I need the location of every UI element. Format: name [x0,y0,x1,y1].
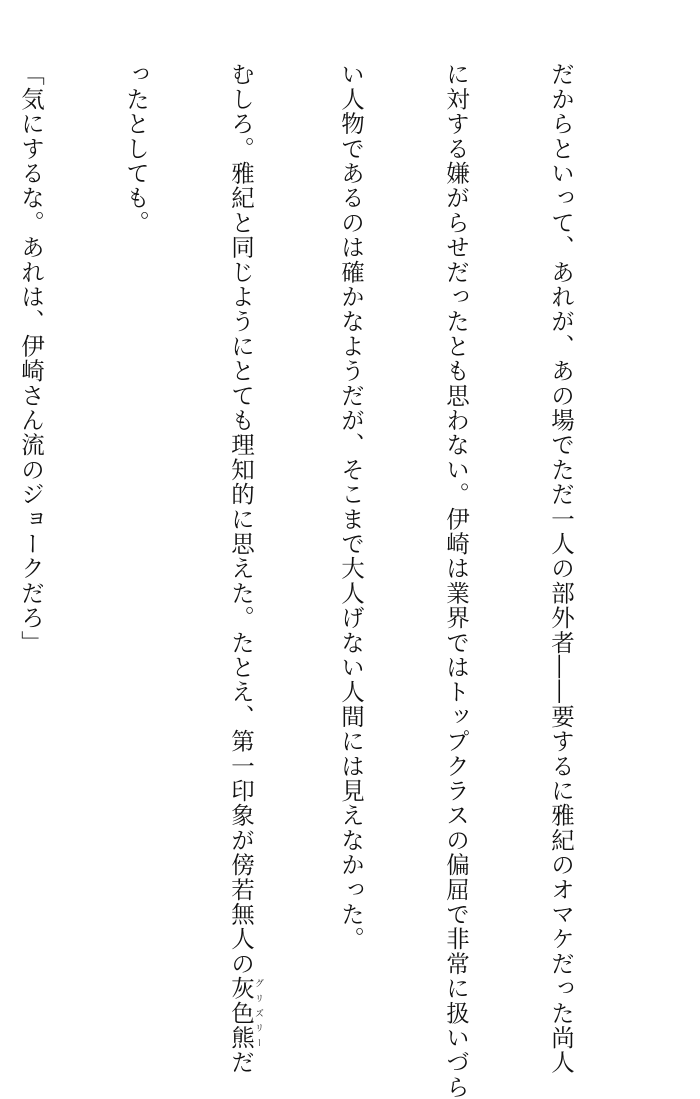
text-line: 「気にするな。あれは、伊崎さん流のジョークだろ」 [17,62,45,655]
text-segment: むしろ。雅紀と同じようにとても理知的に思えた。たとえ、第一印象が傍若無人の [227,62,255,976]
text-line: い人物であるのは確かなようだが、そこまで大人げない人間には見えなかった。 [337,62,365,952]
text-line-with-ruby [223,62,263,1075]
ruby-grizzly: 灰色熊グリズリー [227,975,263,1051]
text-line: に対する嫌がらせだったとも思わない。伊崎は業界ではトップクラスの偏屈で非常に扱いづら [442,62,470,1099]
text-line: ったとしても。 [122,62,150,235]
text-segment: だ [227,1050,255,1075]
vertical-text-body [0,62,648,1099]
text-line: だからといって、あれが、あの場でただ一人の部外者――要するに雅紀のオマケだった尚人 [547,62,575,1075]
